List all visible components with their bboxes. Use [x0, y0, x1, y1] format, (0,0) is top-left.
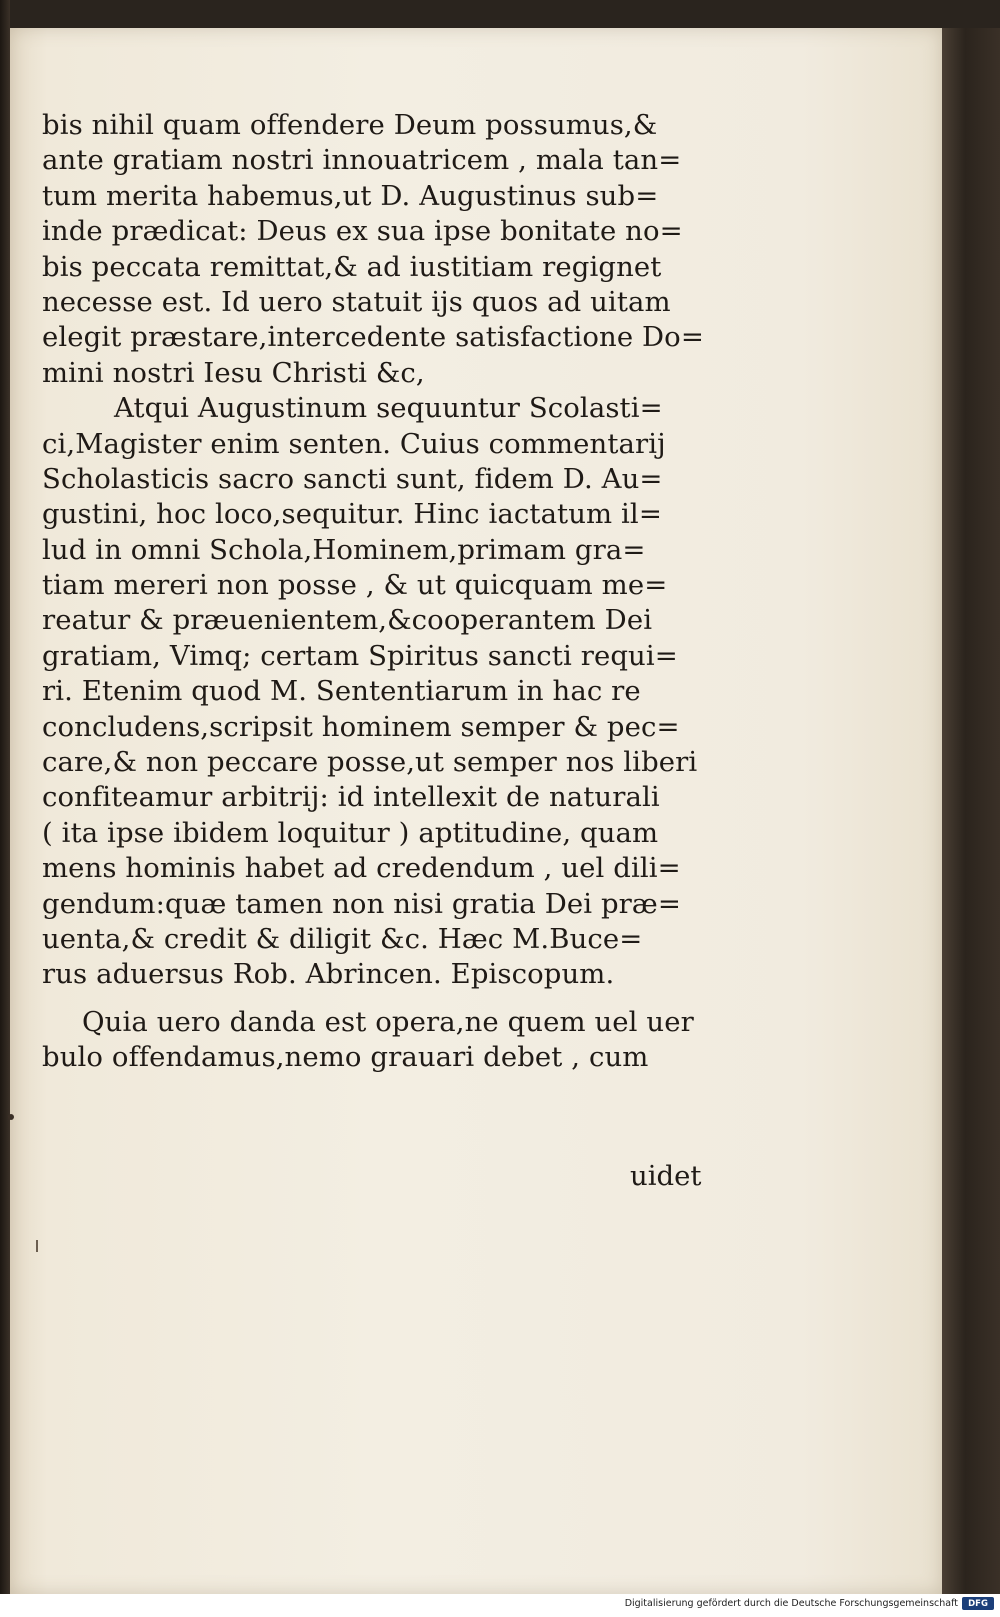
paragraph-gap	[42, 993, 742, 1005]
margin-mark	[8, 1114, 14, 1120]
text-line: gustini, hoc loco,sequitur. Hinc iactatum il=	[42, 498, 662, 531]
text-line: lud in omni Schola,Hominem,primam gra=	[42, 533, 646, 566]
text-line: ri. Etenim quod M. Sententiarum in hac re	[42, 675, 641, 708]
text-line: bis nihil quam offendere Deum possumus,&	[42, 109, 658, 141]
text-line: bulo offendamus,nemo grauari debet , cum	[42, 1041, 649, 1074]
text-line: mens hominis habet ad credendum , uel dili=	[42, 852, 681, 885]
text-line: reatur & præuenientem,&cooperantem Dei	[42, 604, 653, 637]
text-line: ci,Magister enim senten. Cuius commentarij	[42, 427, 666, 460]
book-spine	[0, 0, 10, 1617]
margin-tick	[36, 1240, 38, 1252]
text-line: necesse est. Id uero statuit ijs quos ad uitam	[42, 285, 671, 318]
text-line: ( ita ipse ibidem loquitur ) aptitudine, quam	[42, 816, 659, 849]
text-line: rus aduersus Rob. Abrincen. Episcopum.	[42, 958, 615, 991]
text-line: tum merita habemus,ut D. Augustinus sub=	[42, 179, 659, 212]
text-line: ante gratiam nostri innouatricem , mala tan=	[42, 144, 682, 177]
text-line: elegit præstare,intercedente satisfactione Do=	[42, 321, 704, 354]
footer-credit: Digitalisierung gefördert durch die Deutsche Forschungsgemeinschaft	[624, 1598, 958, 1609]
dfg-logo: DFG	[962, 1597, 994, 1610]
text-line: bis peccata remittat,& ad iustitiam regignet	[42, 250, 662, 283]
text-line: uenta,& credit & diligit &c. Hæc M.Buce=	[42, 922, 643, 955]
text-line: Atqui Augustinum sequuntur Scolasti=	[114, 392, 663, 425]
text-line: gratiam, Vimq; certam Spiritus sancti requi=	[42, 639, 678, 672]
book-edge	[942, 28, 1000, 1594]
text-line: concludens,scripsit hominem semper & pec=	[42, 710, 680, 743]
text-line: mini nostri Iesu Christi &c,	[42, 356, 425, 389]
text-line: confiteamur arbitrij: id intellexit de naturali	[42, 781, 660, 814]
text-line: Scholasticis sacro sancti sunt, fidem D. Au=	[42, 462, 663, 495]
page-text	[42, 108, 742, 1076]
catchword: uidet	[630, 1160, 702, 1192]
text-line: Quia uero danda est opera,ne quem uel uer	[82, 1005, 694, 1038]
text-line: tiam mereri non posse , & ut quicquam me=	[42, 569, 668, 602]
text-line: inde prædicat: Deus ex sua ipse bonitate no=	[42, 215, 683, 248]
text-line: gendum:quæ tamen non nisi gratia Dei præ=	[42, 887, 682, 920]
text-line: care,& non peccare posse,ut semper nos liberi	[42, 746, 698, 779]
